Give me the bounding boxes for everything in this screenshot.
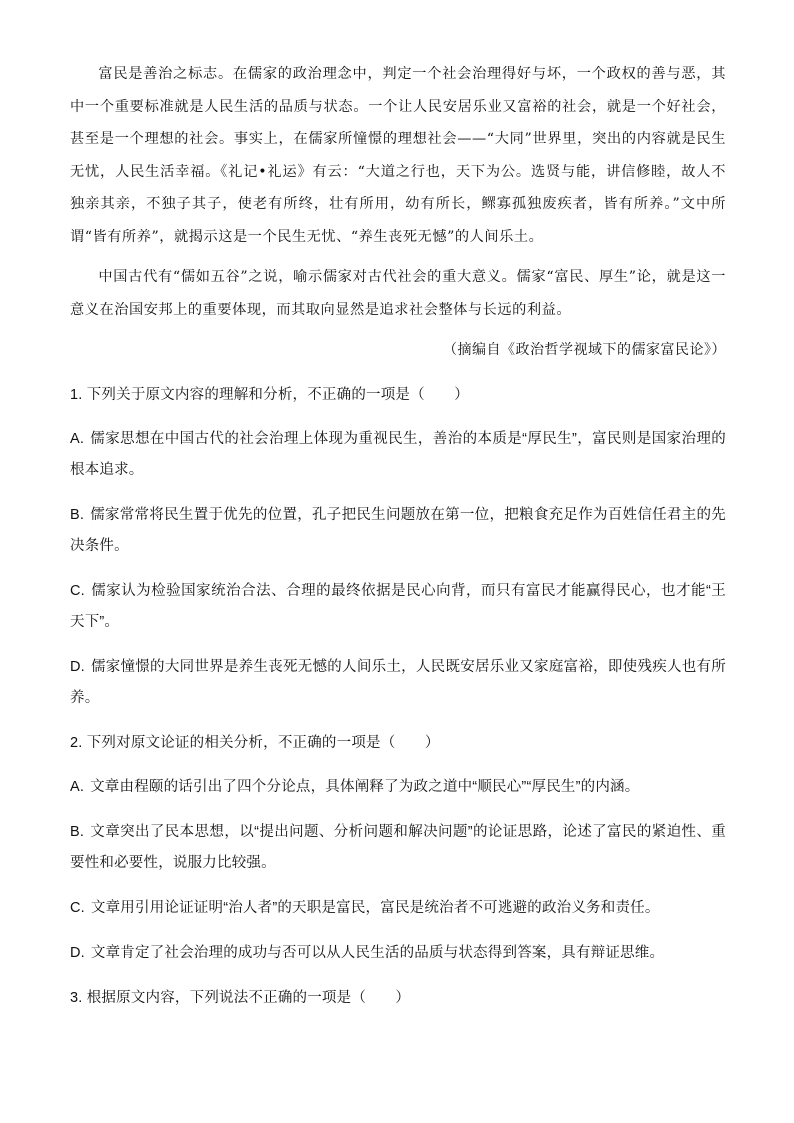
option-b xyxy=(70,817,726,879)
option-key: B. xyxy=(70,507,85,523)
option-a xyxy=(70,772,726,803)
option-text: 文章肯定了社会治理的成功与否可以从人民生活的品质与状态得到答案，具有辩证思维。 xyxy=(90,945,665,961)
option-key: A. xyxy=(70,779,85,795)
option-c xyxy=(70,893,726,924)
option-key: D. xyxy=(70,945,85,961)
option-text: 文章用引用论证证明“治人者”的天职是富民，富民是统治者不可逃避的政治义务和责任。 xyxy=(90,900,660,916)
option-key: C. xyxy=(70,900,85,916)
document-page xyxy=(70,58,726,1013)
option-c xyxy=(70,576,726,638)
option-text: 儒家思想在中国古代的社会治理上体现为重视民生，善治的本质是“厚民生”，富民则是国家治理的根本追求。 xyxy=(70,431,726,478)
option-key: A. xyxy=(70,431,85,447)
option-text: 文章突出了民本思想，以“提出问题、分析问题和解决问题”的论证思路，论述了富民的紧迫性、重要性和必要性，说服力比较强。 xyxy=(70,824,726,871)
question-3 xyxy=(70,983,726,1013)
option-d xyxy=(70,652,726,714)
question-2 xyxy=(70,728,726,969)
option-a xyxy=(70,424,726,486)
question-1 xyxy=(70,380,726,714)
option-key: C. xyxy=(70,583,85,599)
option-text: 儒家憧憬的大同世界是养生丧死无憾的人间乐土，人民既安居乐业又家庭富裕，即使残疾人也有所养。 xyxy=(70,659,726,706)
option-key: B. xyxy=(70,824,85,840)
passage-source: （摘编自《政治哲学视域下的儒家富民论》） xyxy=(443,342,726,358)
option-key: D. xyxy=(70,659,85,675)
option-text: 儒家常常将民生置于优先的位置，孔子把民生问题放在第一位，把粮食充足作为百姓信任君主的先决条件。 xyxy=(70,507,726,554)
question-stem: 3. 根据原文内容，下列说法不正确的一项是（ ） xyxy=(70,990,411,1006)
question-stem: 1. 下列关于原文内容的理解和分析，不正确的一项是（ ） xyxy=(70,387,469,403)
question-stem: 2. 下列对原文论证的相关分析，不正确的一项是（ ） xyxy=(70,735,440,751)
passage-paragraph-1: 富民是善治之标志。在儒家的政治理念中，判定一个社会治理得好与坏，一个政权的善与恶，其中一个重要标准就是人民生活的品质与状态。一个让人民安居乐业又富裕的社会，就是一个好社会，甚至是一个理想的社会。事实上，在儒家所憧憬的理想社会——“大同”世界里，突出的内容就是民生无忧，人民生活幸福。《礼记•礼运》有云：“大道之行也，天下为公。选贤与能，讲信修睦，故人不独亲其亲，不独子其子，使老有所终，壮有所用，幼有所长，鳏寡孤独废疾者，皆有所养。”文中所谓“皆有所养”，就揭示这是一个民生无忧、“养生丧死无憾”的人间乐土。 xyxy=(70,66,726,245)
option-b xyxy=(70,500,726,562)
option-d xyxy=(70,938,726,969)
passage-paragraph-2: 中国古代有“儒如五谷”之说，喻示儒家对古代社会的重大意义。儒家“富民、厚生”论，就是这一意义在治国安邦上的重要体现，而其取向显然是追求社会整体与长远的利益。 xyxy=(70,269,726,318)
option-text: 儒家认为检验国家统治合法、合理的最终依据是民心向背，而只有富民才能赢得民心，也才能“王天下”。 xyxy=(70,583,726,630)
option-text: 文章由程颐的话引出了四个分论点，具体阐释了为政之道中“顺民心”“厚民生”的内涵。 xyxy=(90,779,640,795)
